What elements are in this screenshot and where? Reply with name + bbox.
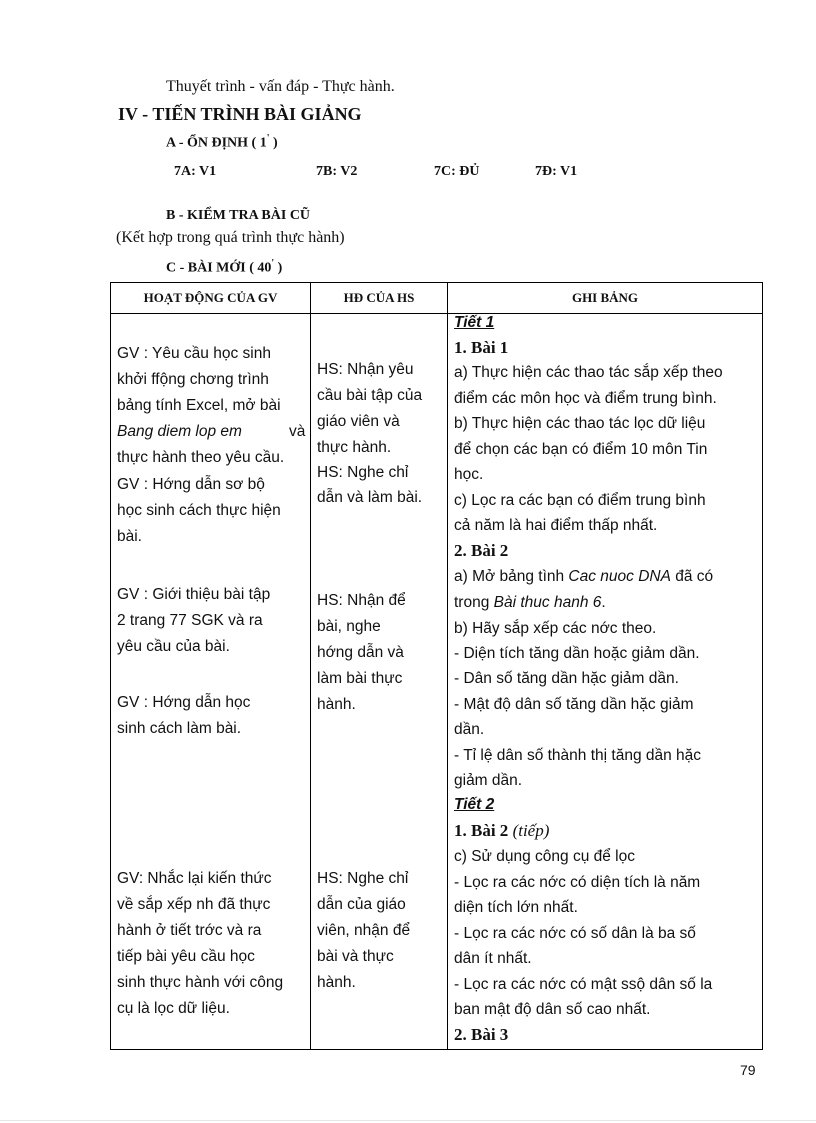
gv-line: tiếp bài yêu cầu học bbox=[117, 948, 255, 965]
on-dinh-sup: ' bbox=[266, 133, 270, 144]
page-number: 79 bbox=[740, 1062, 756, 1078]
gv-line: khởi ffộng chơng trình bbox=[117, 371, 269, 388]
bai3-line: - Lọc ra các nớc có số dân là ba số bbox=[454, 925, 696, 942]
section-iv-heading: IV - TIẾN TRÌNH BÀI GIẢNG bbox=[118, 104, 362, 124]
bai2-line: - Tỉ lệ dân số thành thị tăng dần hặc bbox=[454, 747, 702, 764]
hs-line: HS: Nhận yêu bbox=[317, 361, 414, 378]
hs-line: thực hành. bbox=[317, 439, 392, 456]
gv-line: 2 trang 77 SGK và ra bbox=[117, 612, 263, 629]
b2a2-file: Bài thuc hanh 6 bbox=[493, 594, 602, 611]
b2a-pre: a) Mở bảng tình bbox=[454, 568, 569, 585]
bai-moi-close: ) bbox=[274, 260, 283, 276]
ghi-bang-column bbox=[448, 314, 763, 1050]
gv-line: học sinh cách thực hiện bbox=[117, 502, 281, 519]
class-7d: 7Đ: V1 bbox=[535, 164, 578, 179]
hs-line: hành. bbox=[317, 696, 356, 713]
table-body-row bbox=[111, 314, 763, 1050]
bai-moi-heading bbox=[166, 258, 282, 277]
bai1-line: a) Thực hiện các thao tác sắp xếp theo bbox=[454, 364, 723, 381]
gv-line-va: và bbox=[289, 423, 306, 440]
page-bottom-rule bbox=[0, 1120, 816, 1121]
hs-line: viên, nhận để bbox=[317, 922, 411, 939]
bai3-line: ban mật độ dân số cao nhất. bbox=[454, 1001, 651, 1018]
tiet-1-label: Tiết 1 bbox=[454, 314, 495, 331]
bai-2-tiep-heading bbox=[454, 821, 549, 841]
hs-line: HS: Nhận để bbox=[317, 592, 406, 609]
gv-line: về sắp xếp nh đã thực bbox=[117, 896, 271, 913]
gv-file-name: Bang diem lop em bbox=[117, 423, 242, 440]
bai2-line: - Diện tích tăng dần hoặc giảm dần. bbox=[454, 645, 700, 662]
hs-line: hớng dẫn và bbox=[317, 644, 404, 661]
table-header-row bbox=[111, 283, 763, 314]
hs-line: bài và thực bbox=[317, 948, 394, 965]
gv-line: GV : Giới thiệu bài tập bbox=[117, 586, 271, 603]
bai2t-tiep: (tiếp) bbox=[508, 821, 550, 840]
gv-line: cụ là lọc dữ liệu. bbox=[117, 1000, 230, 1017]
class-7b: 7B: V2 bbox=[316, 164, 358, 179]
bai2-line-a bbox=[454, 568, 713, 586]
gv-line-italic bbox=[117, 423, 306, 441]
hs-line: HS: Nghe chỉ bbox=[317, 464, 409, 481]
on-dinh-close: ) bbox=[269, 135, 278, 151]
hs-line: cầu bài tập của bbox=[317, 387, 423, 404]
bai2-line: - Dân số tăng dần hặc giảm dần. bbox=[454, 670, 679, 687]
bai1-line: điểm các môn học và điểm trung bình. bbox=[454, 390, 717, 407]
hs-line: làm bài thực bbox=[317, 670, 403, 687]
bai2-line: dần. bbox=[454, 721, 485, 738]
bai2t-text: 1. Bài 2 bbox=[454, 821, 509, 840]
hs-column bbox=[311, 314, 448, 1050]
kiem-tra-note: (Kết hợp trong quá trình thực hành) bbox=[116, 229, 345, 246]
on-dinh-text: A - ỔN ĐỊNH ( 1 bbox=[166, 135, 267, 151]
bai1-line: để chọn các bạn có điểm 10 môn Tin bbox=[454, 441, 708, 458]
hs-line: giáo viên và bbox=[317, 413, 400, 430]
class-7a: 7A: V1 bbox=[174, 164, 217, 179]
on-dinh-heading bbox=[166, 133, 278, 152]
header-gv: HOẠT ĐỘNG CỦA GV bbox=[111, 283, 311, 314]
bai2-line-a2 bbox=[454, 594, 606, 612]
bai3-line: c) Sử dụng công cụ để lọc bbox=[454, 848, 635, 865]
gv-line: GV : Yêu cầu học sinh bbox=[117, 345, 271, 362]
gv-line: GV : Hớng dẫn học bbox=[117, 694, 251, 711]
bai-moi-text: C - BÀI MỚI ( 40 bbox=[166, 260, 272, 276]
hs-line: HS: Nghe chỉ bbox=[317, 870, 409, 887]
hs-line: hành. bbox=[317, 974, 356, 991]
gv-column bbox=[111, 314, 311, 1050]
bai3-line: diện tích lớn nhất. bbox=[454, 899, 578, 916]
kiem-tra-heading: B - KIỂM TRA BÀI CŨ bbox=[166, 208, 311, 223]
bai3-line: - Lọc ra các nớc có diện tích là năm bbox=[454, 874, 701, 891]
bai-moi-sup: ' bbox=[271, 258, 275, 269]
b2a-file: Cac nuoc DNA bbox=[568, 568, 671, 585]
bai1-line: b) Thực hiện các thao tác lọc dữ liệu bbox=[454, 415, 706, 432]
bai2-line: - Mật độ dân số tăng dần hặc giảm bbox=[454, 696, 694, 713]
tiet-2-label: Tiết 2 bbox=[454, 796, 495, 813]
bai-3-heading: 2. Bài 3 bbox=[454, 1025, 509, 1044]
header-hs: HĐ CỦA HS bbox=[311, 283, 448, 314]
bai3-line: - Lọc ra các nớc có mật ssộ dân số la bbox=[454, 976, 713, 993]
hs-line: dẫn của giáo bbox=[317, 896, 406, 913]
gv-line: GV : Hớng dẫn sơ bộ bbox=[117, 476, 265, 493]
bai2-line: giảm dần. bbox=[454, 772, 523, 789]
intro-line: Thuyết trình - vấn đáp - Thực hành. bbox=[166, 78, 395, 95]
gv-line: GV: Nhắc lại kiến thức bbox=[117, 870, 272, 887]
bai1-line: học. bbox=[454, 466, 484, 483]
bai3-line: dân ít nhất. bbox=[454, 950, 532, 967]
gv-line: hành ở tiết trớc và ra bbox=[117, 922, 262, 939]
gv-line: thực hành theo yêu cầu. bbox=[117, 449, 285, 466]
gv-line: bảng tính Excel, mở bài bbox=[117, 397, 281, 414]
b2a-post: đã có bbox=[670, 568, 714, 585]
bai-2-heading: 2. Bài 2 bbox=[454, 541, 509, 560]
bai2-line: b) Hãy sắp xếp các nớc theo. bbox=[454, 620, 657, 637]
hs-line: bài, nghe bbox=[317, 618, 381, 635]
hs-line: dẫn và làm bài. bbox=[317, 489, 423, 506]
gv-line: sinh cách làm bài. bbox=[117, 720, 242, 737]
gv-line: bài. bbox=[117, 528, 142, 545]
header-ghi-bang: GHI BẢNG bbox=[448, 283, 763, 314]
bai1-line: cả năm là hai điểm thấp nhất. bbox=[454, 517, 658, 534]
bai1-line: c) Lọc ra các bạn có điểm trung bình bbox=[454, 492, 706, 509]
lesson-table bbox=[110, 282, 763, 1050]
class-7c: 7C: ĐỦ bbox=[434, 164, 480, 179]
bai-1-heading: 1. Bài 1 bbox=[454, 338, 509, 357]
b2a2-post: . bbox=[601, 594, 606, 611]
gv-line: yêu cầu của bài. bbox=[117, 638, 230, 655]
gv-line: sinh thực hành với công bbox=[117, 974, 284, 991]
b2a2-pre: trong bbox=[454, 594, 494, 611]
